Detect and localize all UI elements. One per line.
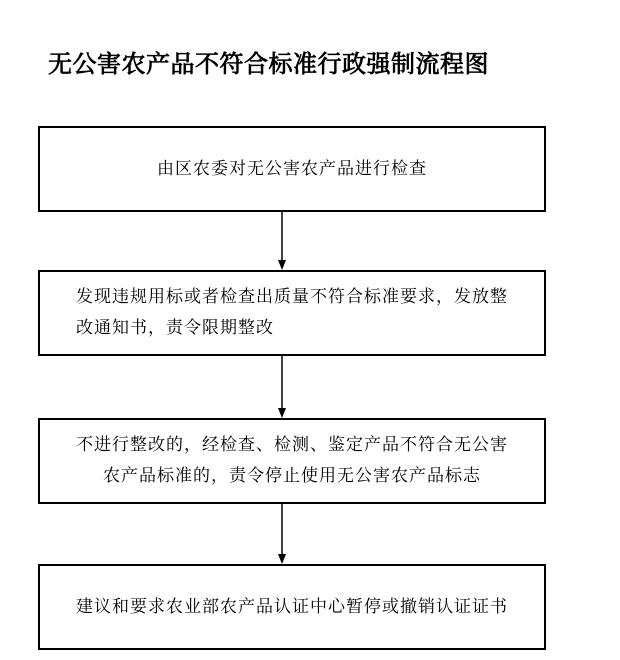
flow-step-revoke-certificate bbox=[38, 564, 546, 650]
arrow-head bbox=[278, 260, 286, 270]
flow-step-text-line-2: 改通知书，责令限期整改 bbox=[76, 318, 274, 338]
flow-step-text-line-2: 农产品标准的，责令停止使用无公害农产品标志 bbox=[103, 466, 481, 486]
arrow-head bbox=[278, 408, 286, 418]
flow-step-text-line-1: 不进行整改的，经检查、检测、鉴定产品不符合无公害 bbox=[76, 435, 508, 455]
page-title: 无公害农产品不符合标准行政强制流程图 bbox=[48, 49, 489, 78]
flow-step-rectification-notice bbox=[38, 270, 546, 356]
flow-step-text: 建议和要求农业部农产品认证中心暂停或撤销认证证书 bbox=[76, 596, 508, 617]
flow-step-stop-label-use bbox=[38, 418, 546, 504]
flow-step-text: 由区农委对无公害农产品进行检查 bbox=[157, 158, 427, 179]
flow-step-text-line-1: 发现违规用标或者检查出质量不符合标准要求，发放整 bbox=[76, 287, 508, 307]
flow-step-inspection bbox=[38, 126, 546, 212]
arrow-head bbox=[278, 554, 286, 564]
